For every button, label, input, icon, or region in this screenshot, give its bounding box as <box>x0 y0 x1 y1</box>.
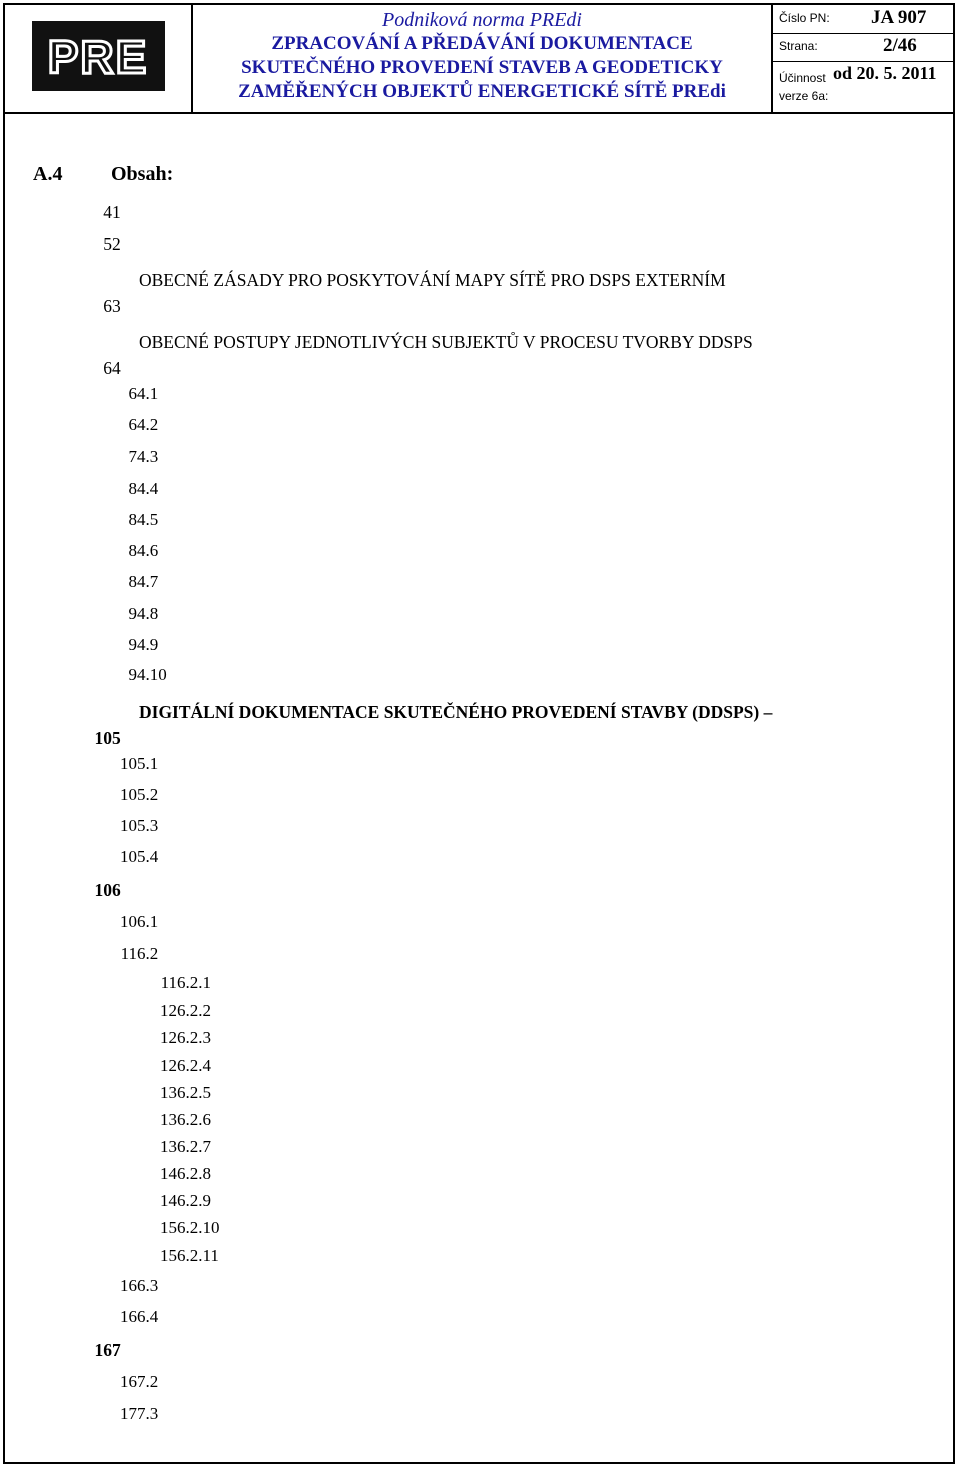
toc-entry-page: 7 <box>126 445 138 469</box>
toc-entry-page: 10 <box>117 910 137 934</box>
pre-logo <box>32 21 165 91</box>
toc-entry-number: 7.3 <box>137 1404 159 1423</box>
toc-entry-number: 6.4 <box>137 1307 159 1326</box>
toc-entry-number: 4.4 <box>137 479 159 498</box>
cislo-label: Číslo PN: <box>779 11 830 25</box>
ucinnost-label: Účinnost <box>779 71 826 85</box>
toc-entry-number: 6.2.3 <box>177 1028 211 1047</box>
meta-cell <box>773 3 953 112</box>
toc-entry-page: 6 <box>100 356 112 380</box>
logo-cell <box>3 3 193 112</box>
toc-entry-page: 10 <box>117 752 137 776</box>
toc-entry-number: 6.2.7 <box>177 1137 211 1156</box>
toc-entry-page: 14 <box>157 1189 177 1213</box>
toc-entry-title-line1: DIGITÁLNÍ DOKUMENTACE SKUTEČNÉHO PROVEDENÍ STAVBY (DDSPS) – <box>139 702 773 722</box>
toc-entry-page: 12 <box>157 1054 177 1078</box>
toc-entry-page: 10 <box>117 783 137 807</box>
toc-entry-page: 5 <box>100 232 112 256</box>
toc-entry-page: 13 <box>157 1081 177 1105</box>
toc-entry-number: 6.2.4 <box>177 1056 211 1075</box>
toc-entry-number: 4.5 <box>137 510 159 529</box>
toc-entry-number: 6.2 <box>137 944 159 963</box>
toc-entry-page: 10 <box>92 878 113 902</box>
toc-entry-page: 16 <box>117 1305 137 1329</box>
toc-entry-number: 6.1 <box>137 912 159 931</box>
page-frame <box>3 3 955 1464</box>
toc-entry-page: 4 <box>100 200 112 224</box>
doc-title-line-3: ZAMĚŘENÝCH OBJEKTŮ ENERGETICKÉ SÍTĚ PREdi <box>238 81 726 102</box>
toc-entry-page: 12 <box>157 999 177 1023</box>
toc-entry-page: 11 <box>118 942 137 966</box>
toc-entry-number: 6.2.8 <box>177 1164 211 1183</box>
toc-entry-number: 1 <box>112 202 121 222</box>
toc-entry-page: 9 <box>126 663 138 687</box>
toc-entry-page: 16 <box>117 1274 137 1298</box>
toc-entry-number: 4.9 <box>137 635 159 654</box>
meta-divider <box>773 33 953 34</box>
toc-entry-page: 16 <box>117 1370 137 1394</box>
ucinnost-value: od 20. 5. 2011 <box>833 63 937 83</box>
toc-entry-number: 6.2.9 <box>177 1191 211 1210</box>
toc-entry-page: 9 <box>126 602 138 626</box>
toc-entry-page: 13 <box>157 1108 177 1132</box>
toc-entry-number: 6.3 <box>137 1276 159 1295</box>
toc-entry-page: 8 <box>126 508 138 532</box>
doc-title-line-2: SKUTEČNÉHO PROVEDENÍ STAVEB A GEODETICKY <box>241 57 723 78</box>
toc-entry-page: 8 <box>126 570 138 594</box>
strana-value: 2/46 <box>883 35 917 56</box>
toc-entry-page: 9 <box>126 633 138 657</box>
toc-entry-number: 5 <box>112 728 121 748</box>
toc-entry-page: 6 <box>126 413 138 437</box>
toc-entry-page: 15 <box>157 1216 177 1240</box>
toc-entry-number: 4.10 <box>137 665 167 684</box>
toc-entry-number: 7 <box>112 1340 121 1360</box>
toc-entry-number: 3 <box>112 296 121 316</box>
toc-entry-page: 13 <box>157 1135 177 1159</box>
toc-entry-number: 4.2 <box>137 415 159 434</box>
toc-entry-number: 4.7 <box>137 572 159 591</box>
doc-title-line-1: ZPRACOVÁNÍ A PŘEDÁVÁNÍ DOKUMENTACE <box>271 33 693 54</box>
toc-entry-number: 4.3 <box>137 447 159 466</box>
toc-entry-page: 8 <box>126 477 138 501</box>
toc-entry-page: 17 <box>117 1402 137 1426</box>
toc-entry-page: 10 <box>117 814 137 838</box>
toc-entry-number: 7.2 <box>137 1372 159 1391</box>
toc-entry-page: 6 <box>100 294 112 318</box>
toc-entry-number: 6.2.5 <box>177 1083 211 1102</box>
verze-label: verze 6a: <box>779 89 829 103</box>
toc-entry-page: 6 <box>126 382 138 406</box>
toc-entry-title-line1: OBECNÉ POSTUPY JEDNOTLIVÝCH SUBJEKTŮ V PROCESU TVORBY DDSPS <box>139 332 753 352</box>
toc-entry-page: 14 <box>157 1162 177 1186</box>
cislo-value: JA 907 <box>871 7 927 28</box>
document-header <box>3 3 955 114</box>
toc-entry-number: 5.1 <box>137 754 159 773</box>
toc-entry-number: 4.6 <box>137 541 159 560</box>
title-cell <box>193 3 773 112</box>
logo-text: PRE <box>47 31 149 83</box>
toc-entry-page: 10 <box>117 845 137 869</box>
meta-divider <box>773 61 953 62</box>
strana-label: Strana: <box>779 39 818 53</box>
toc-entry-number: 6.2.10 <box>177 1218 220 1237</box>
toc-entry-number: 2 <box>112 234 121 254</box>
toc-entry-page: 11 <box>158 971 177 995</box>
toc-entry-number: 6.2.2 <box>177 1001 211 1020</box>
toc-entry-number: 4 <box>112 358 121 378</box>
toc-entry-page: 10 <box>92 726 113 750</box>
norm-name: Podniková norma PREdi <box>382 9 582 31</box>
toc-entry-page: 12 <box>157 1026 177 1050</box>
toc-entry-number: 4.1 <box>137 384 159 403</box>
toc-entry-number: 6 <box>112 880 121 900</box>
toc-entry-title-line1: OBECNÉ ZÁSADY PRO POSKYTOVÁNÍ MAPY SÍTĚ PRO DSPS EXTERNÍM <box>139 270 726 290</box>
section-number: A.4 <box>33 163 63 185</box>
toc-entry-number: 6.2.11 <box>177 1246 219 1265</box>
section-label: Obsah: <box>111 163 174 185</box>
toc-entry-number: 5.4 <box>137 847 159 866</box>
toc-entry-number: 5.3 <box>137 816 159 835</box>
toc-entry-page: 16 <box>92 1338 113 1362</box>
toc-entry-page: 8 <box>126 539 138 563</box>
toc-entry-page: 15 <box>157 1244 177 1268</box>
toc-entry-number: 6.2.6 <box>177 1110 211 1129</box>
toc-entry-number: 5.2 <box>137 785 159 804</box>
toc-entry-number: 4.8 <box>137 604 159 623</box>
toc-entry-number: 6.2.1 <box>177 973 211 992</box>
